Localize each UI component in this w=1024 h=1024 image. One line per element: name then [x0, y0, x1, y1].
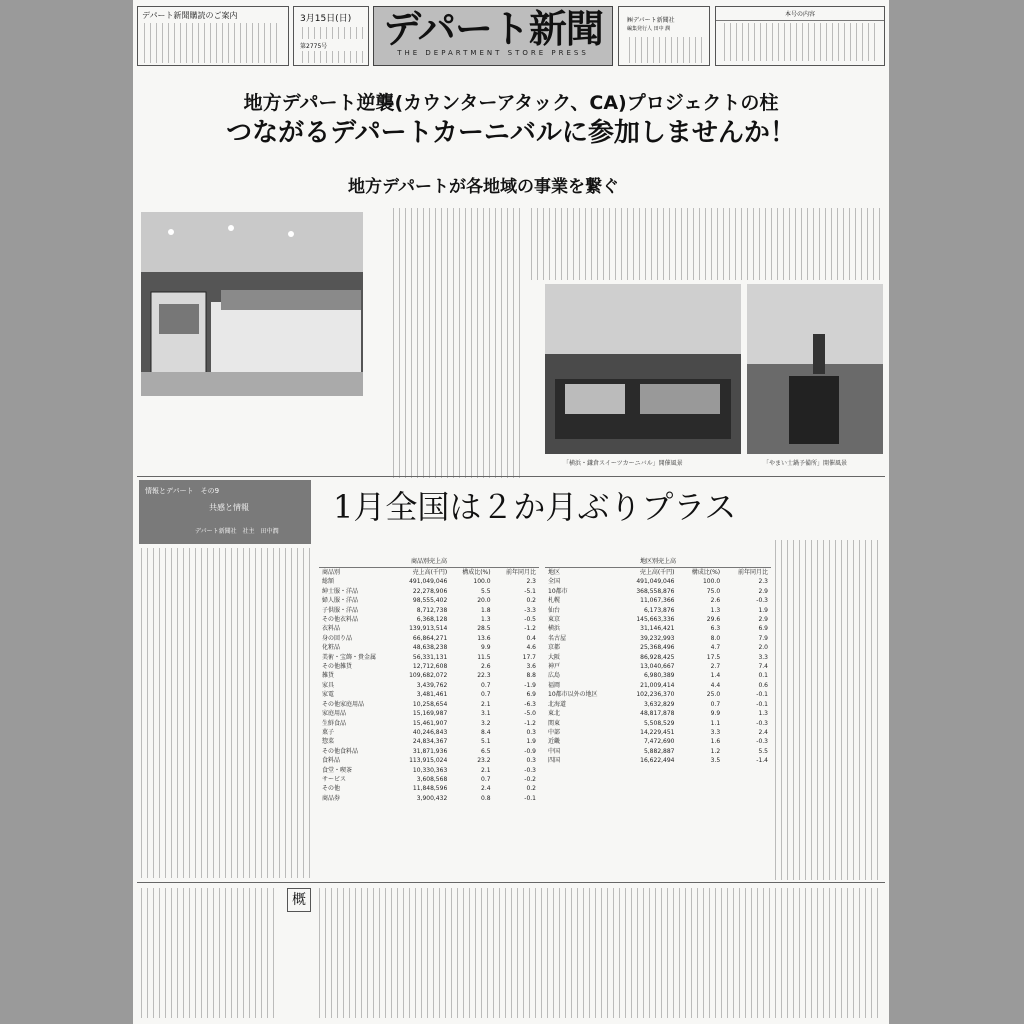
product-header-yoy: 前年同月比 [505, 569, 536, 576]
main-headline: つながるデパートカーニバルに参加しませんか！ [226, 118, 796, 148]
product-row-cell-sales: 3,439,762 [416, 681, 448, 689]
product-row-cell-yoy: 4.6 [526, 644, 536, 652]
sweets-carnival-illustration [545, 284, 741, 454]
product-row-cell-share: 3.2 [481, 719, 491, 727]
region-row-row [545, 690, 771, 699]
publisher-box [618, 6, 710, 66]
region-row-cell-share: 4.7 [710, 644, 721, 652]
photo-sweets-carnival [545, 284, 741, 454]
region-row-row [545, 577, 771, 586]
photo-pottery-fair [747, 284, 883, 454]
product-row-cell-share: 0.7 [481, 775, 491, 783]
masthead-subtitle: THE DEPARTMENT STORE PRESS [397, 49, 589, 57]
contents-list [722, 23, 878, 61]
region-row-cell-sales: 16,622,494 [640, 757, 675, 765]
issue-number: 第2775号 [300, 43, 328, 50]
issue-date: 3月15日(日) [300, 14, 352, 24]
product-row-cell-sales: 491,049,046 [409, 578, 448, 586]
region-row-cell-label: 神戸 [548, 663, 561, 671]
product-row-cell-yoy: -5.1 [524, 587, 536, 595]
product-row-cell-yoy: -5.0 [524, 710, 536, 718]
product-row-cell-label: その他 [322, 785, 341, 793]
product-row-cell-share: 0.7 [481, 681, 491, 689]
region-row-cell-sales: 368,558,876 [636, 587, 675, 595]
product-row-cell-label: その他衣料品 [322, 616, 359, 624]
article-text-left [391, 208, 523, 478]
region-row-cell-share: 17.5 [706, 653, 721, 661]
product-row-cell-share: 28.5 [477, 625, 491, 633]
region-row-row [545, 737, 771, 746]
subscription-text [142, 23, 282, 63]
region-row-cell-label: 10都市以外の地区 [548, 691, 598, 699]
region-row-cell-sales: 5,882,887 [643, 747, 675, 755]
region-row-cell-label: 広島 [548, 672, 561, 680]
product-row-cell-yoy: -1.2 [524, 719, 536, 727]
region-row-cell-share: 75.0 [706, 587, 721, 595]
region-row-cell-yoy: -0.1 [756, 691, 768, 699]
product-row-cell-label: 子供服・洋品 [322, 606, 359, 614]
product-row-cell-sales: 66,864,271 [412, 634, 448, 642]
product-table-header-row [319, 568, 539, 577]
region-row-cell-yoy: 2.3 [758, 578, 768, 586]
product-row-cell-share: 0.7 [481, 691, 491, 699]
product-row-cell-label: 菓子 [322, 728, 335, 736]
product-row-row [319, 596, 539, 605]
region-row-cell-sales: 145,663,336 [636, 616, 675, 624]
product-row-cell-share: 20.0 [477, 597, 491, 605]
product-row-cell-yoy: 0.3 [526, 728, 536, 736]
region-table-header-row [545, 568, 771, 577]
region-row-row [545, 596, 771, 605]
masthead-title: デパート新聞 [383, 7, 603, 51]
region-row-cell-sales: 5,508,529 [643, 719, 675, 727]
product-row-cell-yoy: -0.2 [524, 775, 536, 783]
product-row-cell-yoy: -0.9 [524, 747, 536, 755]
product-row-row [319, 643, 539, 652]
product-row-cell-share: 3.1 [481, 710, 491, 718]
region-row-cell-yoy: -0.3 [756, 597, 768, 605]
product-row-cell-label: 雑貨 [322, 672, 335, 680]
region-row-cell-sales: 48,817,878 [640, 710, 675, 718]
region-row-cell-share: 9.9 [710, 710, 721, 718]
region-row-cell-share: 25.0 [706, 691, 721, 699]
region-row-cell-share: 29.6 [706, 616, 721, 624]
product-row-cell-label: 紳士服・洋品 [322, 587, 359, 595]
region-row-cell-share: 8.0 [710, 634, 721, 642]
product-row-row [319, 775, 539, 784]
photo-store-floor [141, 212, 363, 396]
region-row-row [545, 662, 771, 671]
region-row-cell-label: 仙台 [548, 606, 561, 614]
product-row-cell-sales: 56,331,131 [412, 653, 448, 661]
product-row-cell-share: 1.3 [481, 616, 491, 624]
product-row-cell-sales: 139,913,514 [409, 625, 448, 633]
masthead [373, 6, 613, 66]
product-row-row [319, 690, 539, 699]
region-sales-table [545, 567, 771, 766]
newspaper-page [133, 0, 889, 1024]
product-row-cell-sales: 3,481,461 [416, 691, 448, 699]
product-row-cell-sales: 48,638,238 [412, 644, 448, 652]
product-row-cell-share: 8.4 [481, 728, 491, 736]
product-row-row [319, 662, 539, 671]
product-row-cell-share: 100.0 [473, 578, 491, 586]
region-row-cell-label: 中部 [548, 728, 561, 736]
region-row-cell-sales: 491,049,046 [636, 578, 675, 586]
product-row-cell-label: 食堂・喫茶 [322, 766, 353, 774]
region-row-cell-yoy: 7.9 [758, 634, 768, 642]
product-row-row [319, 700, 539, 709]
product-row-cell-share: 9.9 [481, 644, 491, 652]
region-row-row [545, 747, 771, 756]
product-row-row [319, 587, 539, 596]
region-row-cell-sales: 7,472,690 [643, 738, 675, 746]
product-row-cell-share: 5.5 [481, 587, 491, 595]
sales-headline: 1月全国は２か月ぶりプラス [333, 488, 737, 526]
region-row-cell-share: 1.3 [710, 606, 721, 614]
product-row-cell-share: 6.5 [481, 747, 491, 755]
store-floor-illustration [141, 212, 363, 396]
product-row-cell-label: 身の回り品 [322, 634, 353, 642]
region-row-cell-label: 京都 [548, 644, 561, 652]
product-row-cell-yoy: 0.3 [526, 757, 536, 765]
product-row-cell-label: 商品券 [322, 794, 341, 802]
kicker-headline: 地方デパート逆襲(カウンターアタック、CA)プロジェクトの柱 [243, 92, 779, 114]
region-row-cell-sales: 14,229,451 [640, 728, 675, 736]
region-row-cell-share: 1.6 [710, 738, 721, 746]
region-row-cell-yoy: -0.1 [756, 700, 768, 708]
bottom-divider [137, 882, 885, 883]
photo3-caption: 「やまい士鍋予備所」開催風景 [763, 460, 848, 467]
region-row-cell-label: 東北 [548, 710, 561, 718]
region-row-cell-yoy: 3.3 [758, 653, 768, 661]
product-row-cell-share: 5.1 [481, 738, 491, 746]
subscription-box [137, 6, 289, 66]
bottom-text-2 [317, 888, 883, 1018]
region-row-cell-share: 6.3 [710, 625, 721, 633]
product-row-row [319, 737, 539, 746]
product-row-cell-sales: 22,278,906 [412, 587, 448, 595]
product-row-cell-share: 2.6 [481, 663, 491, 671]
product-header-category: 商品別 [322, 569, 341, 576]
region-row-cell-share: 4.4 [710, 681, 721, 689]
product-row-row [319, 606, 539, 615]
product-row-cell-share: 2.1 [481, 700, 491, 708]
product-row-row [319, 756, 539, 765]
region-header-sales: 売上高(千円) [639, 569, 675, 576]
region-row-cell-yoy: -0.3 [756, 738, 768, 746]
region-row-cell-sales: 13,040,667 [640, 663, 675, 671]
product-row-cell-label: その他家庭用品 [322, 700, 365, 708]
region-row-row [545, 653, 771, 662]
region-row-cell-yoy: 2.0 [758, 644, 768, 652]
region-row-row [545, 671, 771, 680]
product-row-cell-sales: 15,169,987 [412, 710, 448, 718]
product-row-cell-yoy: 2.3 [526, 578, 536, 586]
date-box [293, 6, 369, 66]
region-row-cell-sales: 11,067,366 [640, 597, 675, 605]
region-row-cell-share: 0.7 [710, 700, 721, 708]
region-row-row [545, 624, 771, 633]
publisher-address [627, 37, 703, 63]
region-row-cell-sales: 86,928,425 [640, 653, 675, 661]
region-row-cell-share: 3.5 [710, 757, 721, 765]
editor-name: 編集発行人 田中 潤 [627, 26, 671, 32]
product-row-cell-yoy: 1.9 [526, 738, 536, 746]
publisher-name: ㈱デパート新聞社 [627, 17, 675, 24]
product-row-cell-share: 2.4 [481, 785, 491, 793]
region-row-cell-yoy: 5.5 [758, 747, 768, 755]
region-row-row [545, 709, 771, 718]
product-row-cell-label: 婦人服・洋品 [322, 597, 359, 605]
region-row-cell-label: 四国 [548, 757, 561, 765]
region-row-cell-sales: 6,173,876 [643, 606, 675, 614]
article-text-right [529, 208, 881, 280]
region-row-cell-label: 札幌 [548, 597, 561, 605]
product-sales-table-wrap [319, 556, 539, 803]
region-row-cell-yoy: 0.6 [758, 681, 768, 689]
product-row-cell-label: 化粧品 [322, 644, 341, 652]
product-row-cell-yoy: 0.4 [526, 634, 536, 642]
product-row-cell-sales: 31,871,936 [412, 747, 448, 755]
product-row-cell-yoy: -0.1 [524, 794, 536, 802]
column-author: デパート新聞社 社主 田中潤 [195, 528, 279, 535]
region-row-cell-sales: 102,236,370 [636, 691, 675, 699]
region-row-cell-label: 名古屋 [548, 634, 567, 642]
product-row-cell-label: 総額 [322, 578, 335, 586]
column-series: 情報とデパート その9 [145, 487, 220, 495]
region-row-cell-share: 100.0 [702, 578, 721, 586]
region-row-cell-yoy: 7.4 [758, 663, 768, 671]
product-row-cell-yoy: -3.3 [524, 606, 536, 614]
region-row-cell-sales: 3,632,829 [643, 700, 675, 708]
product-row-cell-sales: 98,555,402 [412, 597, 448, 605]
region-row-cell-share: 1.1 [710, 719, 721, 727]
stamp-box: 概 [287, 888, 311, 912]
product-row-cell-label: 惣菜 [322, 738, 335, 746]
product-row-cell-sales: 109,682,072 [409, 672, 448, 680]
product-row-row [319, 747, 539, 756]
region-row-cell-label: 横浜 [548, 625, 561, 633]
product-row-cell-label: その他食料品 [322, 747, 359, 755]
photo1-caption-vertical [367, 212, 387, 396]
region-row-row [545, 681, 771, 690]
product-row-cell-share: 0.8 [481, 794, 491, 802]
region-row-cell-label: 中国 [548, 747, 561, 755]
product-row-row [319, 719, 539, 728]
product-row-cell-sales: 3,608,568 [416, 775, 448, 783]
column-text [139, 548, 311, 878]
region-row-row [545, 615, 771, 624]
product-row-row [319, 624, 539, 633]
sales-article-text [773, 540, 883, 880]
region-row-row [545, 728, 771, 737]
region-header-share: 構成比(%) [691, 569, 721, 576]
product-row-row [319, 784, 539, 793]
product-table-title: 商品別売上高 [410, 558, 447, 565]
region-row-row [545, 643, 771, 652]
region-row-cell-yoy: 2.4 [758, 728, 768, 736]
product-row-row [319, 615, 539, 624]
region-row-cell-yoy: 2.9 [758, 587, 768, 595]
column-title: 共感と情報 [209, 503, 249, 512]
product-row-cell-yoy: -0.3 [524, 766, 536, 774]
product-row-cell-share: 13.6 [477, 634, 491, 642]
photo2-caption: 「横浜・鎌倉スイーツカーニバル」開催風景 [563, 460, 683, 467]
region-row-cell-yoy: 6.9 [758, 625, 768, 633]
product-row-cell-yoy: -0.5 [524, 616, 536, 624]
product-row-cell-label: サービス [322, 775, 347, 783]
region-row-cell-sales: 39,232,993 [640, 634, 675, 642]
section-divider [137, 476, 885, 477]
product-row-cell-share: 2.1 [481, 766, 491, 774]
product-row-cell-label: その他雑貨 [322, 663, 353, 671]
product-row-cell-label: 衣料品 [322, 625, 341, 633]
product-row-cell-label: 家具 [322, 681, 335, 689]
region-row-row [545, 606, 771, 615]
region-row-cell-sales: 31,146,421 [640, 625, 675, 633]
date-details [300, 27, 364, 39]
product-row-cell-sales: 15,461,907 [412, 719, 448, 727]
region-row-cell-label: 北海道 [548, 700, 567, 708]
region-table-title: 地区別売上高 [639, 558, 676, 565]
bottom-text-1 [139, 888, 279, 1018]
product-row-row [319, 671, 539, 680]
product-row-row [319, 634, 539, 643]
product-row-cell-yoy: 8.8 [526, 672, 536, 680]
product-row-cell-share: 23.2 [477, 757, 491, 765]
region-row-row [545, 700, 771, 709]
subscription-title: デパート新聞購読のご案内 [142, 11, 238, 20]
product-row-cell-label: 美術・宝飾・貴金属 [322, 653, 377, 661]
product-sales-table [319, 567, 539, 803]
region-row-cell-yoy: 1.9 [758, 606, 768, 614]
region-row-cell-label: 10都市 [548, 587, 568, 595]
contents-title: 本号の内容 [716, 9, 884, 21]
date-notes [300, 51, 364, 63]
product-header-share: 構成比(%) [462, 569, 491, 576]
product-row-row [319, 794, 539, 803]
product-row-cell-yoy: 17.7 [522, 653, 536, 661]
product-row-cell-yoy: 0.2 [526, 785, 536, 793]
product-row-cell-label: 生鮮食品 [322, 719, 347, 727]
region-row-cell-share: 1.4 [710, 672, 721, 680]
region-row-cell-label: 大阪 [548, 653, 561, 661]
product-row-cell-sales: 11,848,596 [412, 785, 448, 793]
product-row-cell-sales: 40,246,843 [412, 728, 448, 736]
region-row-cell-share: 3.3 [710, 728, 721, 736]
product-row-cell-yoy: 0.2 [526, 597, 536, 605]
region-row-cell-label: 福岡 [548, 681, 561, 689]
sub-headline: 地方デパートが各地域の事業を繋ぐ [348, 177, 619, 197]
region-row-cell-label: 関東 [548, 719, 561, 727]
region-header-yoy: 前年同月比 [737, 569, 768, 576]
region-row-cell-label: 全国 [548, 578, 561, 586]
region-row-row [545, 634, 771, 643]
region-header-area: 地区 [548, 569, 561, 576]
region-row-cell-sales: 21,009,414 [640, 681, 675, 689]
product-row-cell-share: 22.3 [477, 672, 491, 680]
product-row-cell-sales: 10,258,654 [412, 700, 448, 708]
product-row-cell-sales: 8,712,738 [416, 606, 448, 614]
product-row-cell-label: 食料品 [322, 757, 341, 765]
product-row-row [319, 577, 539, 586]
product-row-cell-share: 11.5 [477, 653, 491, 661]
region-row-cell-yoy: 1.3 [758, 710, 768, 718]
product-row-cell-sales: 113,915,024 [409, 757, 448, 765]
region-row-row [545, 719, 771, 728]
region-row-row [545, 756, 771, 765]
column-header [139, 480, 311, 544]
product-row-cell-label: 家電 [322, 691, 335, 699]
product-row-row [319, 728, 539, 737]
region-row-cell-share: 2.7 [710, 663, 721, 671]
region-row-cell-yoy: 2.9 [758, 616, 768, 624]
product-row-row [319, 709, 539, 718]
product-row-cell-sales: 3,900,432 [416, 794, 448, 802]
product-row-cell-yoy: 6.9 [526, 691, 536, 699]
product-row-cell-sales: 6,368,128 [416, 616, 448, 624]
region-row-cell-yoy: 0.1 [758, 672, 768, 680]
product-row-cell-yoy: 3.6 [526, 663, 536, 671]
product-header-sales: 売上高(千円) [412, 569, 448, 576]
contents-box [715, 6, 885, 66]
region-row-cell-share: 2.6 [710, 597, 721, 605]
product-row-cell-yoy: -1.2 [524, 625, 536, 633]
product-row-cell-yoy: -6.3 [524, 700, 536, 708]
product-row-cell-label: 家庭用品 [322, 710, 347, 718]
region-row-cell-yoy: -1.4 [756, 757, 768, 765]
product-row-cell-share: 1.8 [481, 606, 491, 614]
region-sales-table-wrap [545, 556, 771, 766]
region-row-cell-yoy: -0.3 [756, 719, 768, 727]
product-row-row [319, 681, 539, 690]
region-row-cell-label: 東京 [548, 616, 561, 624]
region-row-cell-label: 近畿 [548, 738, 561, 746]
product-row-row [319, 766, 539, 775]
product-row-cell-sales: 10,330,363 [412, 766, 448, 774]
pottery-fair-illustration [747, 284, 883, 454]
product-row-row [319, 653, 539, 662]
product-row-cell-sales: 24,834,367 [412, 738, 448, 746]
region-row-cell-share: 1.2 [710, 747, 721, 755]
product-row-cell-sales: 12,712,608 [412, 663, 448, 671]
region-row-cell-sales: 6,980,389 [643, 672, 675, 680]
product-row-cell-yoy: -1.9 [524, 681, 536, 689]
region-row-cell-sales: 25,368,496 [640, 644, 675, 652]
region-row-row [545, 587, 771, 596]
